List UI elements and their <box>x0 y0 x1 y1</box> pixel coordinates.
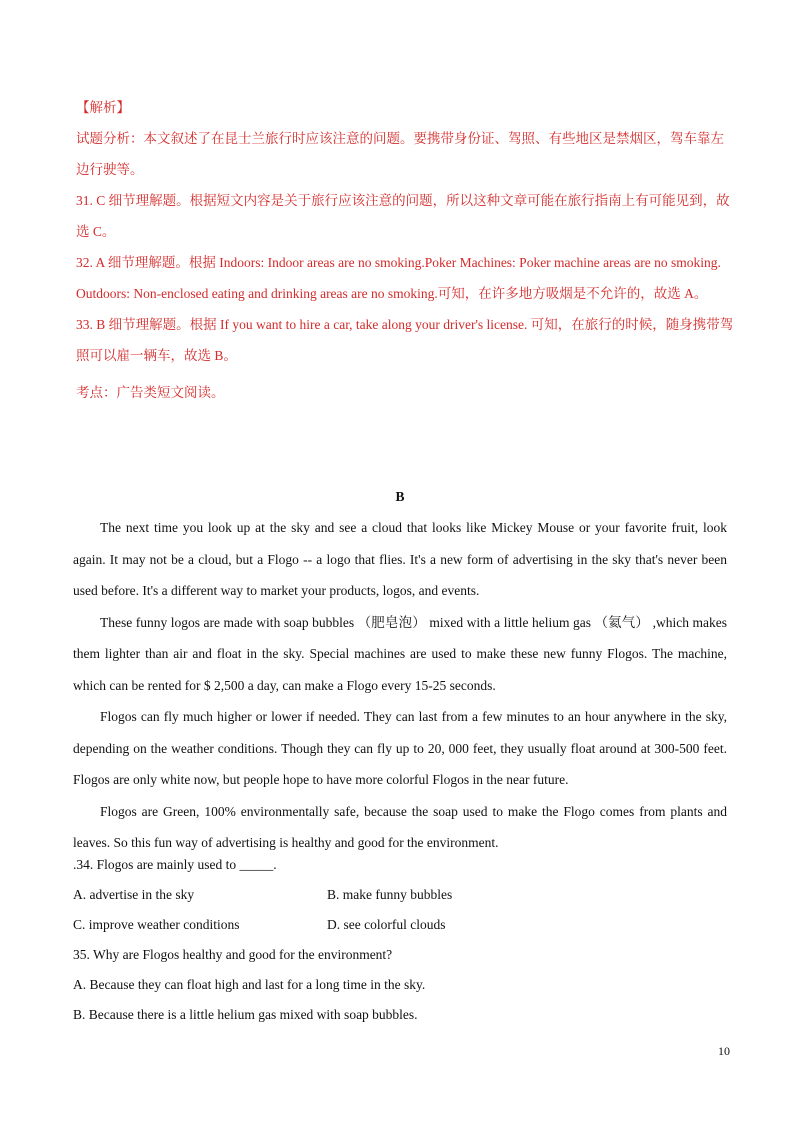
question-35: 35. Why are Flogos healthy and good for the environment? <box>73 947 393 962</box>
passage-paragraph: Flogos can fly much higher or lower if needed. They can last from a few minutes to an hour anywhere in the sky, depending on the weather conditions. Though they can fly up to 20, 000 feet, they usually float around at 300-500 feet. Flogos are only white now, but people hope to have more colorful Flogos in the near future. <box>73 709 727 787</box>
question-34: .34. Flogos are mainly used to _____. <box>73 857 277 872</box>
analysis-q31: 31. C 细节理解题。根据短文内容是关于旅行应该注意的问题，所以这种文章可能在旅行指南上有可能见到，故选 C。 <box>76 193 730 239</box>
questions-section <box>73 850 727 1030</box>
passage-b <box>73 482 727 859</box>
passage-paragraph: The next time you look up at the sky and see a cloud that looks like Mickey Mouse or your favorite fruit, look again. It may not be a cloud, but a Flogo -- a logo that flies. It's a new form of advertising in the sky that's never been used before. It's a different way to market your products, logos, and events. <box>73 520 727 598</box>
question-34-option-b: B. make funny bubbles <box>327 887 453 902</box>
question-35-option-b: B. Because there is a little helium gas mixed with soap bubbles. <box>73 1007 418 1022</box>
passage-title: B <box>395 489 405 504</box>
question-34-options-row-2 <box>73 910 727 940</box>
analysis-heading: 【解析】 <box>76 100 130 115</box>
analysis-section <box>76 92 736 408</box>
passage-paragraph: These funny logos are made with soap bubbles （肥皂泡） mixed with a little helium gas （氦气） ,which makes them lighter than air and float in the sky. Special machines are used to make these new funny Flogos. The machine, which can be rented for $ 2,500 a day, can make a Flogo every 15-25 seconds. <box>73 614 727 693</box>
question-34-options-row-1 <box>73 880 727 910</box>
question-34-option-c: C. improve weather conditions <box>73 917 240 932</box>
analysis-summary: 试题分析：本文叙述了在昆士兰旅行时应该注意的问题。要携带身份证、驾照、有些地区是禁烟区，驾车靠左边行驶等。 <box>76 131 724 177</box>
page-number: 10 <box>718 1044 730 1058</box>
question-34-option-a: A. advertise in the sky <box>73 887 195 902</box>
analysis-q33: 33. B 细节理解题。根据 If you want to hire a car, take along your driver's license. 可知，在旅行的时候，随身携带驾照可以雇一辆车，故选 B。 <box>76 317 734 363</box>
analysis-kaodian: 考点：广告类短文阅读。 <box>76 385 225 400</box>
question-34-option-d: D. see colorful clouds <box>327 917 446 932</box>
analysis-q32: 32. A 细节理解题。根据 Indoors: Indoor areas are no smoking.Poker Machines: Poker machine areas are no smoking. Outdoors: Non-enclosed eating and drinking areas are no smoking.可知，在许多地方吸烟是不允许的，故选 A。 <box>76 255 721 301</box>
question-35-option-a: A. Because they can float high and last for a long time in the sky. <box>73 977 426 992</box>
passage-paragraph: Flogos are Green, 100% environmentally safe, because the soap used to make the Flogo comes from plants and leaves. So this fun way of advertising is healthy and good for the environment. <box>73 803 727 850</box>
